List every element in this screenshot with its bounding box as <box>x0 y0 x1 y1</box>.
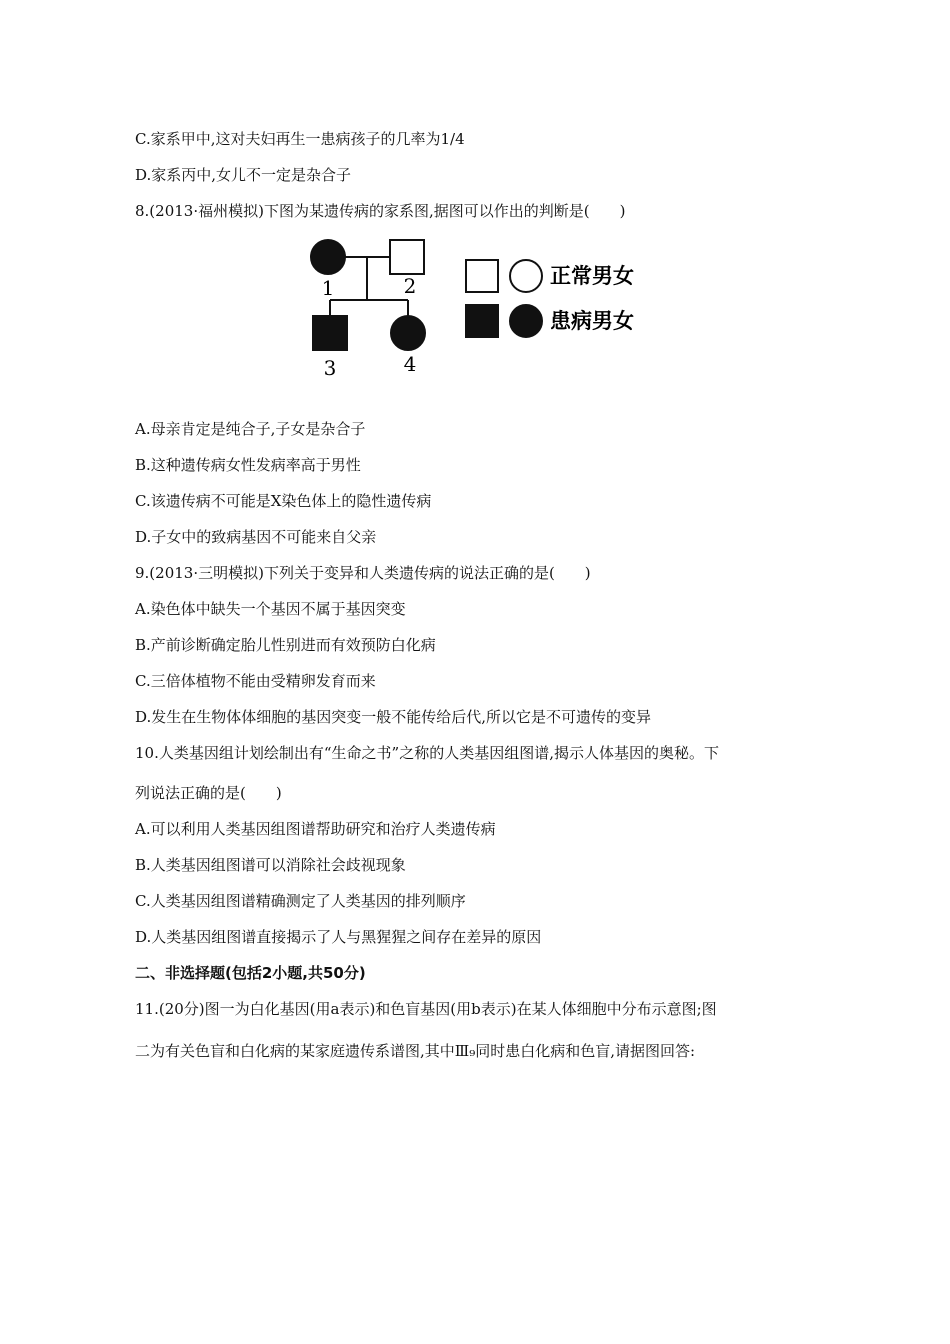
q9-option-d: D.发生在生物体体细胞的基因突变一般不能传给后代,所以它是不可遗传的变异 <box>135 708 652 726</box>
legend-affected-female-icon <box>510 305 542 337</box>
q9-option-c: C.三倍体植物不能由受精卵发育而来 <box>135 672 376 690</box>
pedigree-figure <box>300 232 650 382</box>
label-1: 1 <box>321 276 335 300</box>
pedigree-mother-affected-icon <box>311 240 345 274</box>
q10-stem-line1: 10.人类基因组计划绘制出有“生命之书”之称的人类基因组图谱,揭示人体基因的奥秘。下 <box>135 744 719 762</box>
label-4: 4 <box>403 352 417 376</box>
legend-normal-label: 正常男女 <box>550 264 634 288</box>
q10-option-b: B.人类基因组图谱可以消除社会歧视现象 <box>135 856 406 874</box>
label-2: 2 <box>403 274 417 298</box>
q9-option-a: A.染色体中缺失一个基因不属于基因突变 <box>135 600 406 618</box>
q8-stem: 8.(2013·福州模拟)下图为某遗传病的家系图,据图可以作出的判断是( ) <box>135 202 626 220</box>
pedigree-daughter-affected-icon <box>391 316 425 350</box>
q8-option-a: A.母亲肯定是纯合子,子女是杂合子 <box>135 420 366 438</box>
q9-option-b: B.产前诊断确定胎儿性别进而有效预防白化病 <box>135 636 436 654</box>
legend-normal-male-icon <box>466 260 498 292</box>
q11-stem-line2: 二为有关色盲和白化病的某家庭遗传系谱图,其中Ⅲ₉同时患白化病和色盲,请据图回答: <box>135 1042 696 1060</box>
section-2-heading: 二、非选择题(包括2小题,共50分) <box>135 964 366 982</box>
q8-option-d: D.子女中的致病基因不可能来自父亲 <box>135 528 377 546</box>
label-3: 3 <box>323 356 337 380</box>
legend-affected-label: 患病男女 <box>550 309 634 333</box>
legend-affected-male-icon <box>466 305 498 337</box>
q7-option-d: D.家系丙中,女儿不一定是杂合子 <box>135 166 352 184</box>
q7-option-c: C.家系甲中,这对夫妇再生一患病孩子的几率为1/4 <box>135 130 465 148</box>
pedigree-father-normal-icon <box>390 240 424 274</box>
q8-option-c: C.该遗传病不可能是X染色体上的隐性遗传病 <box>135 492 432 510</box>
legend-normal-female-icon <box>510 260 542 292</box>
q10-option-a: A.可以利用人类基因组图谱帮助研究和治疗人类遗传病 <box>135 820 496 838</box>
q9-stem: 9.(2013·三明模拟)下列关于变异和人类遗传病的说法正确的是( ) <box>135 564 591 582</box>
pedigree-son-affected-icon <box>313 316 347 350</box>
q10-option-c: C.人类基因组图谱精确测定了人类基因的排列顺序 <box>135 892 466 910</box>
q10-stem-line2: 列说法正确的是( ) <box>135 784 282 802</box>
q8-option-b: B.这种遗传病女性发病率高于男性 <box>135 456 361 474</box>
q11-stem-line1: 11.(20分)图一为白化基因(用a表示)和色盲基因(用b表示)在某人体细胞中分布示意图;图 <box>135 1000 717 1018</box>
q10-option-d: D.人类基因组图谱直接揭示了人与黑猩猩之间存在差异的原因 <box>135 928 542 946</box>
